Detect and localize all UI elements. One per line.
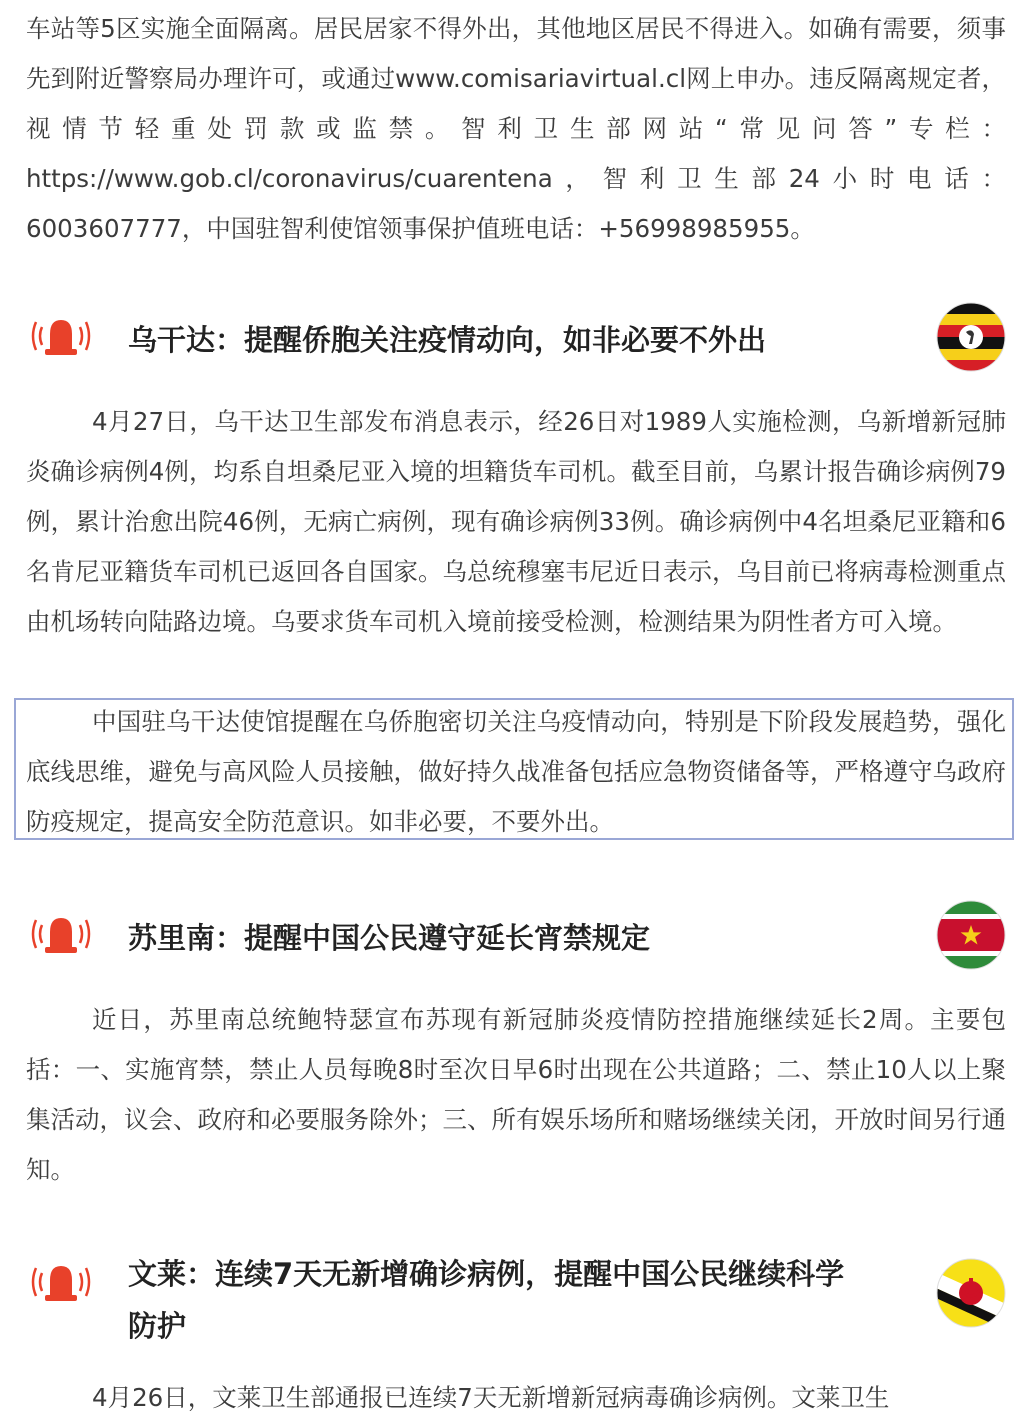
uganda-paragraph-1: 4月27日，乌干达卫生部发布消息表示，经26日对1989人实施检测，乌新增新冠肺炎确诊病例4例，均系自坦桑尼亚入境的坦籍货车司机。截至目前，乌累计报告确诊病例79例，累计治愈出院46例，无病亡病例，现有确诊病例33例。确诊病例中4名坦桑尼亚籍和6名肯尼亚籍货车司机已返回各自国家。乌总统穆塞韦尼近日表示，乌目前已将病毒检测重点由机场转向陆路边境。乌要求货车司机入境前接受检测，检测结果为阴性者方可入境。 (26, 407, 1006, 636)
intro-paragraph: 车站等5区实施全面隔离。居民居家不得外出，其他地区居民不得进入。如确有需要，须事先到附近警察局办理许可，或通过www.comisariavirtual.cl网上申办。违反隔离规定者，视情节轻重处罚款或监禁。智利卫生部网站“常见问答”专栏：https://www.gob.cl/coronavirus/cuarentena，智利卫生部24小时电话：6003607777，中国驻智利使馆领事保护值班电话：+56998985955。 (26, 14, 1006, 243)
brunei-paragraph-1: 4月26日，文莱卫生部通报已连续7天无新增新冠病毒确诊病例。文莱卫生 (92, 1383, 890, 1412)
section-header-uganda (26, 302, 1006, 382)
brunei-flag-icon (936, 1258, 1006, 1328)
section-title: 乌干达：提醒侨胞关注疫情动向，如非必要不外出 (128, 323, 767, 357)
suriname-paragraph-1: 近日，苏里南总统鲍特瑟宣布苏现有新冠肺炎疫情防控措施继续延长2周。主要包括：一、实施宵禁，禁止人员每晚8时至次日早6时出现在公共道路；二、禁止10人以上聚集活动，议会、政府和必要服务除外；三、所有娱乐场所和赌场继续关闭，开放时间另行通知。 (26, 1005, 1006, 1184)
uganda-paragraph-2: 中国驻乌干达使馆提醒在乌侨胞密切关注乌疫情动向，特别是下阶段发展趋势，强化底线思维，避免与高风险人员接触，做好持久战准备包括应急物资储备等，严格遵守乌政府防疫规定，提高安全防范意识。如非必要，不要外出。 (26, 707, 1006, 836)
alarm-icon (26, 912, 96, 956)
alarm-icon (26, 1260, 96, 1304)
suriname-flag-icon (936, 900, 1006, 970)
section-title: 苏里南：提醒中国公民遵守延长宵禁规定 (128, 921, 651, 955)
section-header-suriname (26, 900, 1006, 980)
uganda-flag-icon (936, 302, 1006, 372)
section-title: 文莱：连续7天无新增确诊病例，提醒中国公民继续科学防护 (128, 1257, 845, 1343)
alarm-icon (26, 314, 96, 358)
section-header-brunei (26, 1248, 1006, 1348)
